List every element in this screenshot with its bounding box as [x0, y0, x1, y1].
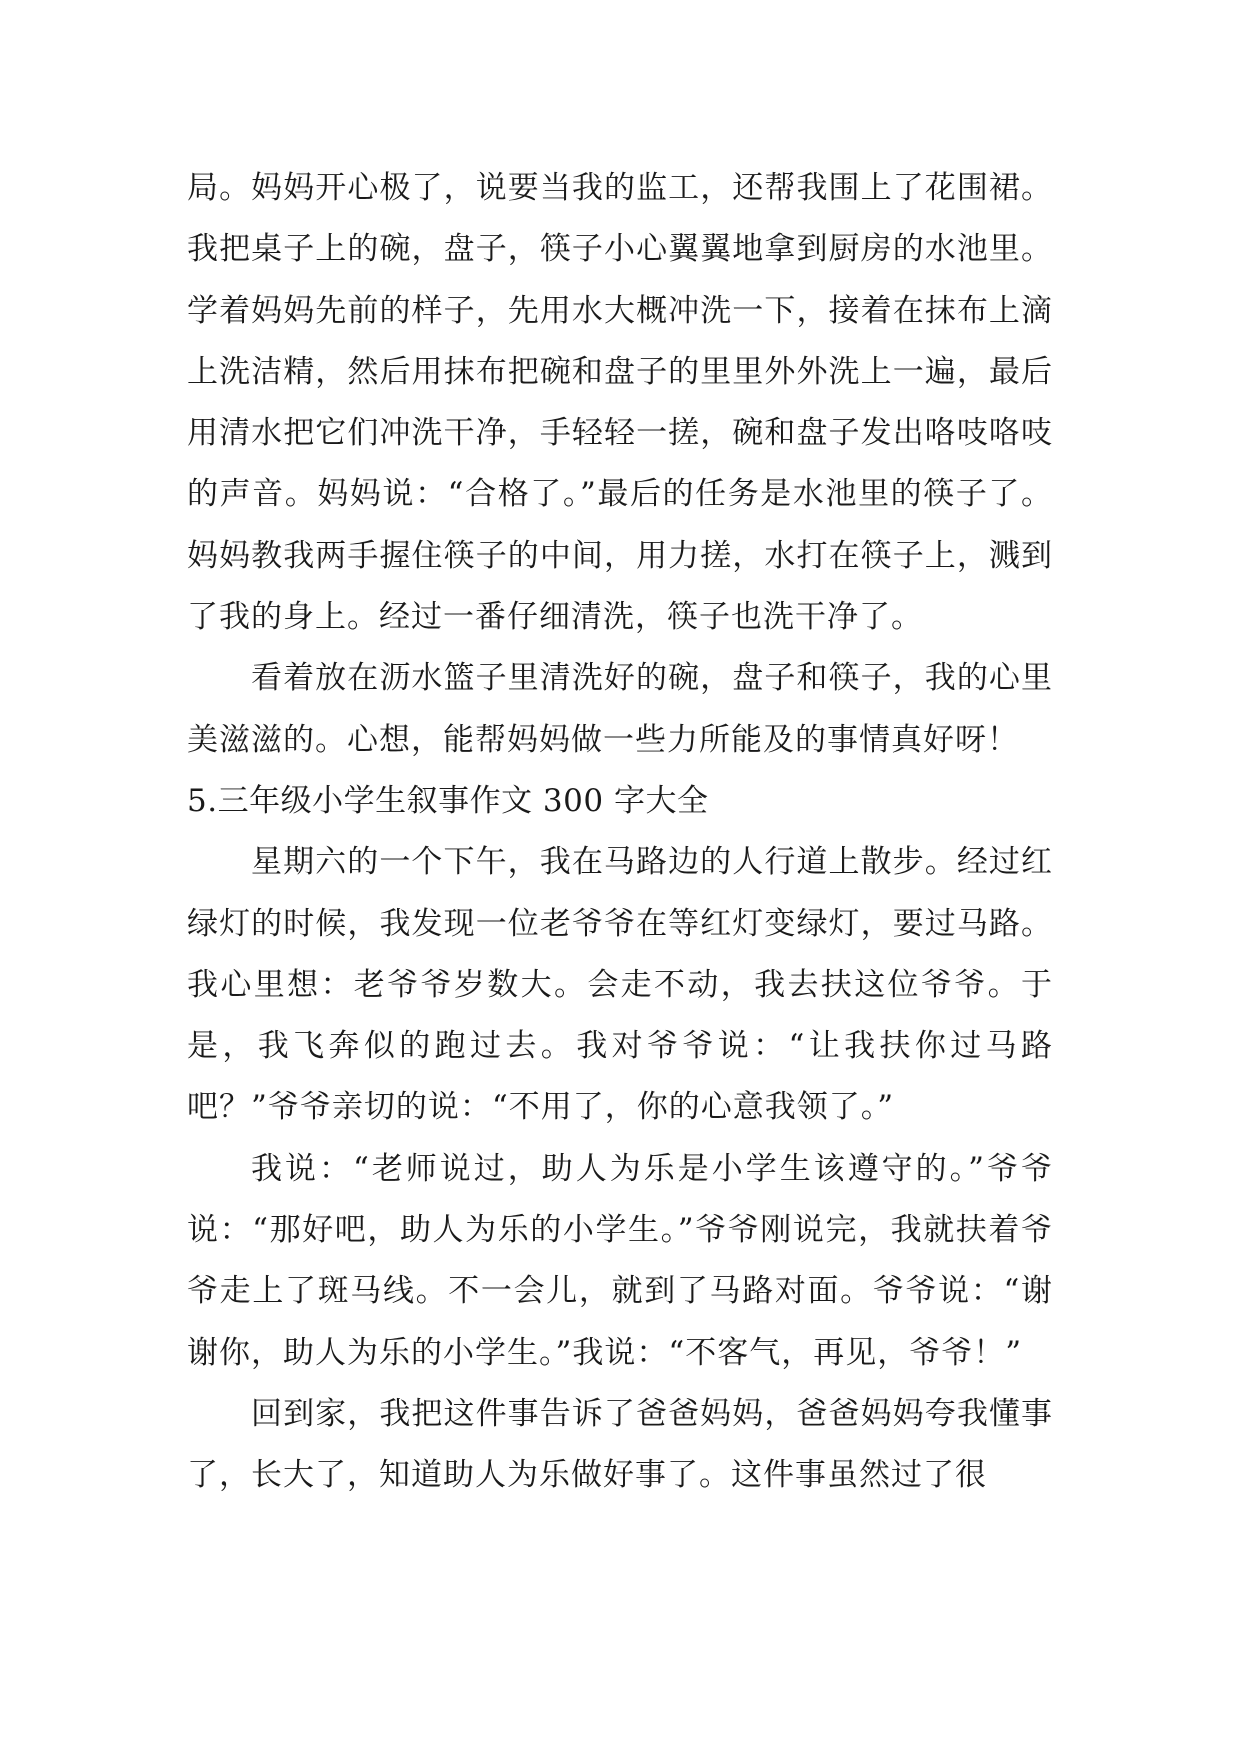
paragraph-helping-grandpa: 我说：“老师说过，助人为乐是小学生该遵守的。”爷爷说：“那好吧，助人为乐的小学生。”爷爷刚说完，我就扶着爷爷走上了斑马线。不一会儿，就到了马路对面。爷爷说：“谢谢你，助人为乐的小学生。”我说：“不客气，再见，爷爷！” — [187, 1150, 1053, 1371]
paragraph-crossing-road: 星期六的一个下午，我在马路边的人行道上散步。经过红绿灯的时候，我发现一位老爷爷在等红灯变绿灯，要过马路。我心里想：老爷爷岁数大。会走不动，我去扶这位爷爷。于是，我飞奔似的跑过去。我对爷爷说：“让我扶你过马路吧？”爷爷亲切的说：“不用了，你的心意我领了。” — [187, 844, 1053, 1126]
section-heading: 5.三年级小学生叙事作文 300 字大全 — [187, 782, 709, 819]
document-body — [187, 158, 1053, 1507]
paragraph-back-home: 回到家，我把这件事告诉了爸爸妈妈，爸爸妈妈夸我懂事了，长大了，知道助人为乐做好事了。这件事虽然过了很 — [187, 1395, 1053, 1494]
paragraph-dishwashing-conclusion: 看着放在沥水篮子里清洗好的碗，盘子和筷子，我的心里美滋滋的。心想，能帮妈妈做一些力所能及的事情真好呀！ — [187, 660, 1053, 758]
paragraph-dishwashing-continued: 局。妈妈开心极了，说要当我的监工，还帮我围上了花围裙。我把桌子上的碗，盘子，筷子小心翼翼地拿到厨房的水池里。学着妈妈先前的样子，先用水大概冲洗一下，接着在抹布上滴上洗洁精，然后用抹布把碗和盘子的里里外外洗上一遍，最后用清水把它们冲洗干净，手轻轻一搓，碗和盘子发出咯吱咯吱的声音。妈妈说：“合格了。”最后的任务是水池里的筷子了。妈妈教我两手握住筷子的中间，用力搓，水打在筷子上，溅到了我的身上。经过一番仔细清洗，筷子也洗干净了。 — [187, 170, 1053, 636]
